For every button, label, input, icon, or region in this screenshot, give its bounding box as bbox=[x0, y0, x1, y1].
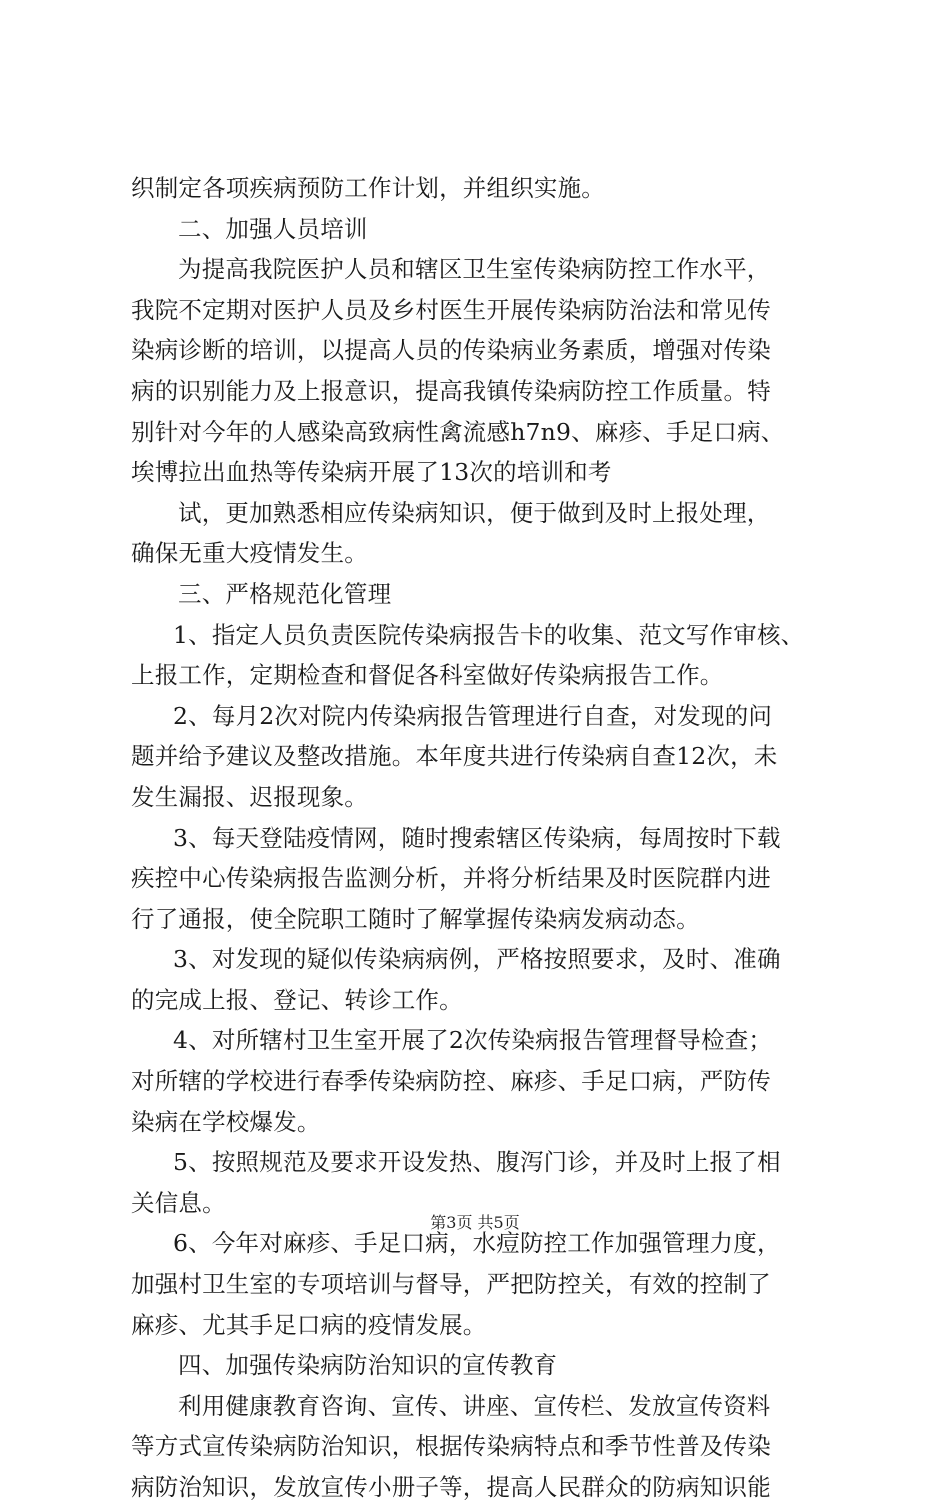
text-line: 病防治知识，发放宣传小册子等，提高人民群众的防病知识能 bbox=[131, 1473, 771, 1501]
section-heading: 四、加强传染病防治知识的宣传教育 bbox=[178, 1351, 558, 1380]
text-line: 5、按照规范及要求开设发热、腹泻门诊，并及时上报了相 bbox=[173, 1148, 781, 1177]
text-line: 为提高我院医护人员和辖区卫生室传染病防控工作水平， bbox=[178, 255, 771, 284]
text-line: 3、对发现的疑似传染病病例，严格按照要求，及时、准确 bbox=[173, 945, 781, 974]
text-line: 织制定各项疾病预防工作计划，并组织实施。 bbox=[131, 174, 605, 202]
text-line: 加强村卫生室的专项培训与督导，严把防控关，有效的控制了 bbox=[131, 1270, 771, 1299]
text-line: 染病在学校爆发。 bbox=[131, 1107, 321, 1136]
section-heading: 二、加强人员培训 bbox=[178, 214, 368, 243]
document-body bbox=[131, 168, 831, 1508]
text-line: 别针对今年的人感染高致病性禽流感h7n9、麻疹、手足口病、 bbox=[131, 417, 785, 446]
text-line: 上报工作，定期检查和督促各科室做好传染病报告工作。 bbox=[131, 661, 724, 690]
text-line: 确保无重大疫情发生。 bbox=[131, 539, 368, 568]
text-line: 疾控中心传染病报告监测分析，并将分析结果及时医院群内进 bbox=[131, 864, 771, 893]
text-line: 行了通报，使全院职工随时了解掌握传染病发病动态。 bbox=[131, 904, 700, 933]
text-line: 染病诊断的培训，以提高人员的传染病业务素质，增强对传染 bbox=[131, 336, 771, 365]
page-number-footer: 第3页 共5页 bbox=[430, 1213, 520, 1232]
text-line: 关信息。 bbox=[131, 1188, 226, 1217]
text-line: 6、今年对麻疹、手足口病，水痘防控工作加强管理力度， bbox=[173, 1229, 781, 1258]
text-line: 我院不定期对医护人员及乡村医生开展传染病防治法和常见传 bbox=[131, 295, 771, 324]
text-line: 麻疹、尤其手足口病的疫情发展。 bbox=[131, 1310, 487, 1339]
text-line: 的完成上报、登记、转诊工作。 bbox=[131, 985, 463, 1014]
text-line: 利用健康教育咨询、宣传、讲座、宣传栏、发放宣传资料 bbox=[178, 1391, 771, 1420]
text-line: 3、每天登陆疫情网，随时搜索辖区传染病，每周按时下载 bbox=[173, 823, 781, 852]
text-line: 1、指定人员负责医院传染病报告卡的收集、范文写作审核、 bbox=[173, 620, 805, 649]
text-line: 发生漏报、迟报现象。 bbox=[131, 782, 368, 811]
section-heading: 三、严格规范化管理 bbox=[178, 579, 392, 608]
text-line: 2、每月2次对院内传染病报告管理进行自查，对发现的问 bbox=[173, 701, 773, 730]
text-line: 4、对所辖村卫生室开展了2次传染病报告管理督导检查； bbox=[173, 1026, 773, 1055]
text-line: 等方式宣传染病防治知识，根据传染病特点和季节性普及传染 bbox=[131, 1432, 771, 1461]
text-line: 试，更加熟悉相应传染病知识，便于做到及时上报处理， bbox=[178, 498, 771, 527]
text-line: 对所辖的学校进行春季传染病防控、麻疹、手足口病，严防传 bbox=[131, 1067, 771, 1096]
text-line: 埃博拉出血热等传染病开展了13次的培训和考 bbox=[131, 458, 612, 487]
text-line: 病的识别能力及上报意识，提高我镇传染病防控工作质量。特 bbox=[131, 376, 771, 405]
text-line: 题并给予建议及整改措施。本年度共进行传染病自查12次，未 bbox=[131, 742, 778, 771]
